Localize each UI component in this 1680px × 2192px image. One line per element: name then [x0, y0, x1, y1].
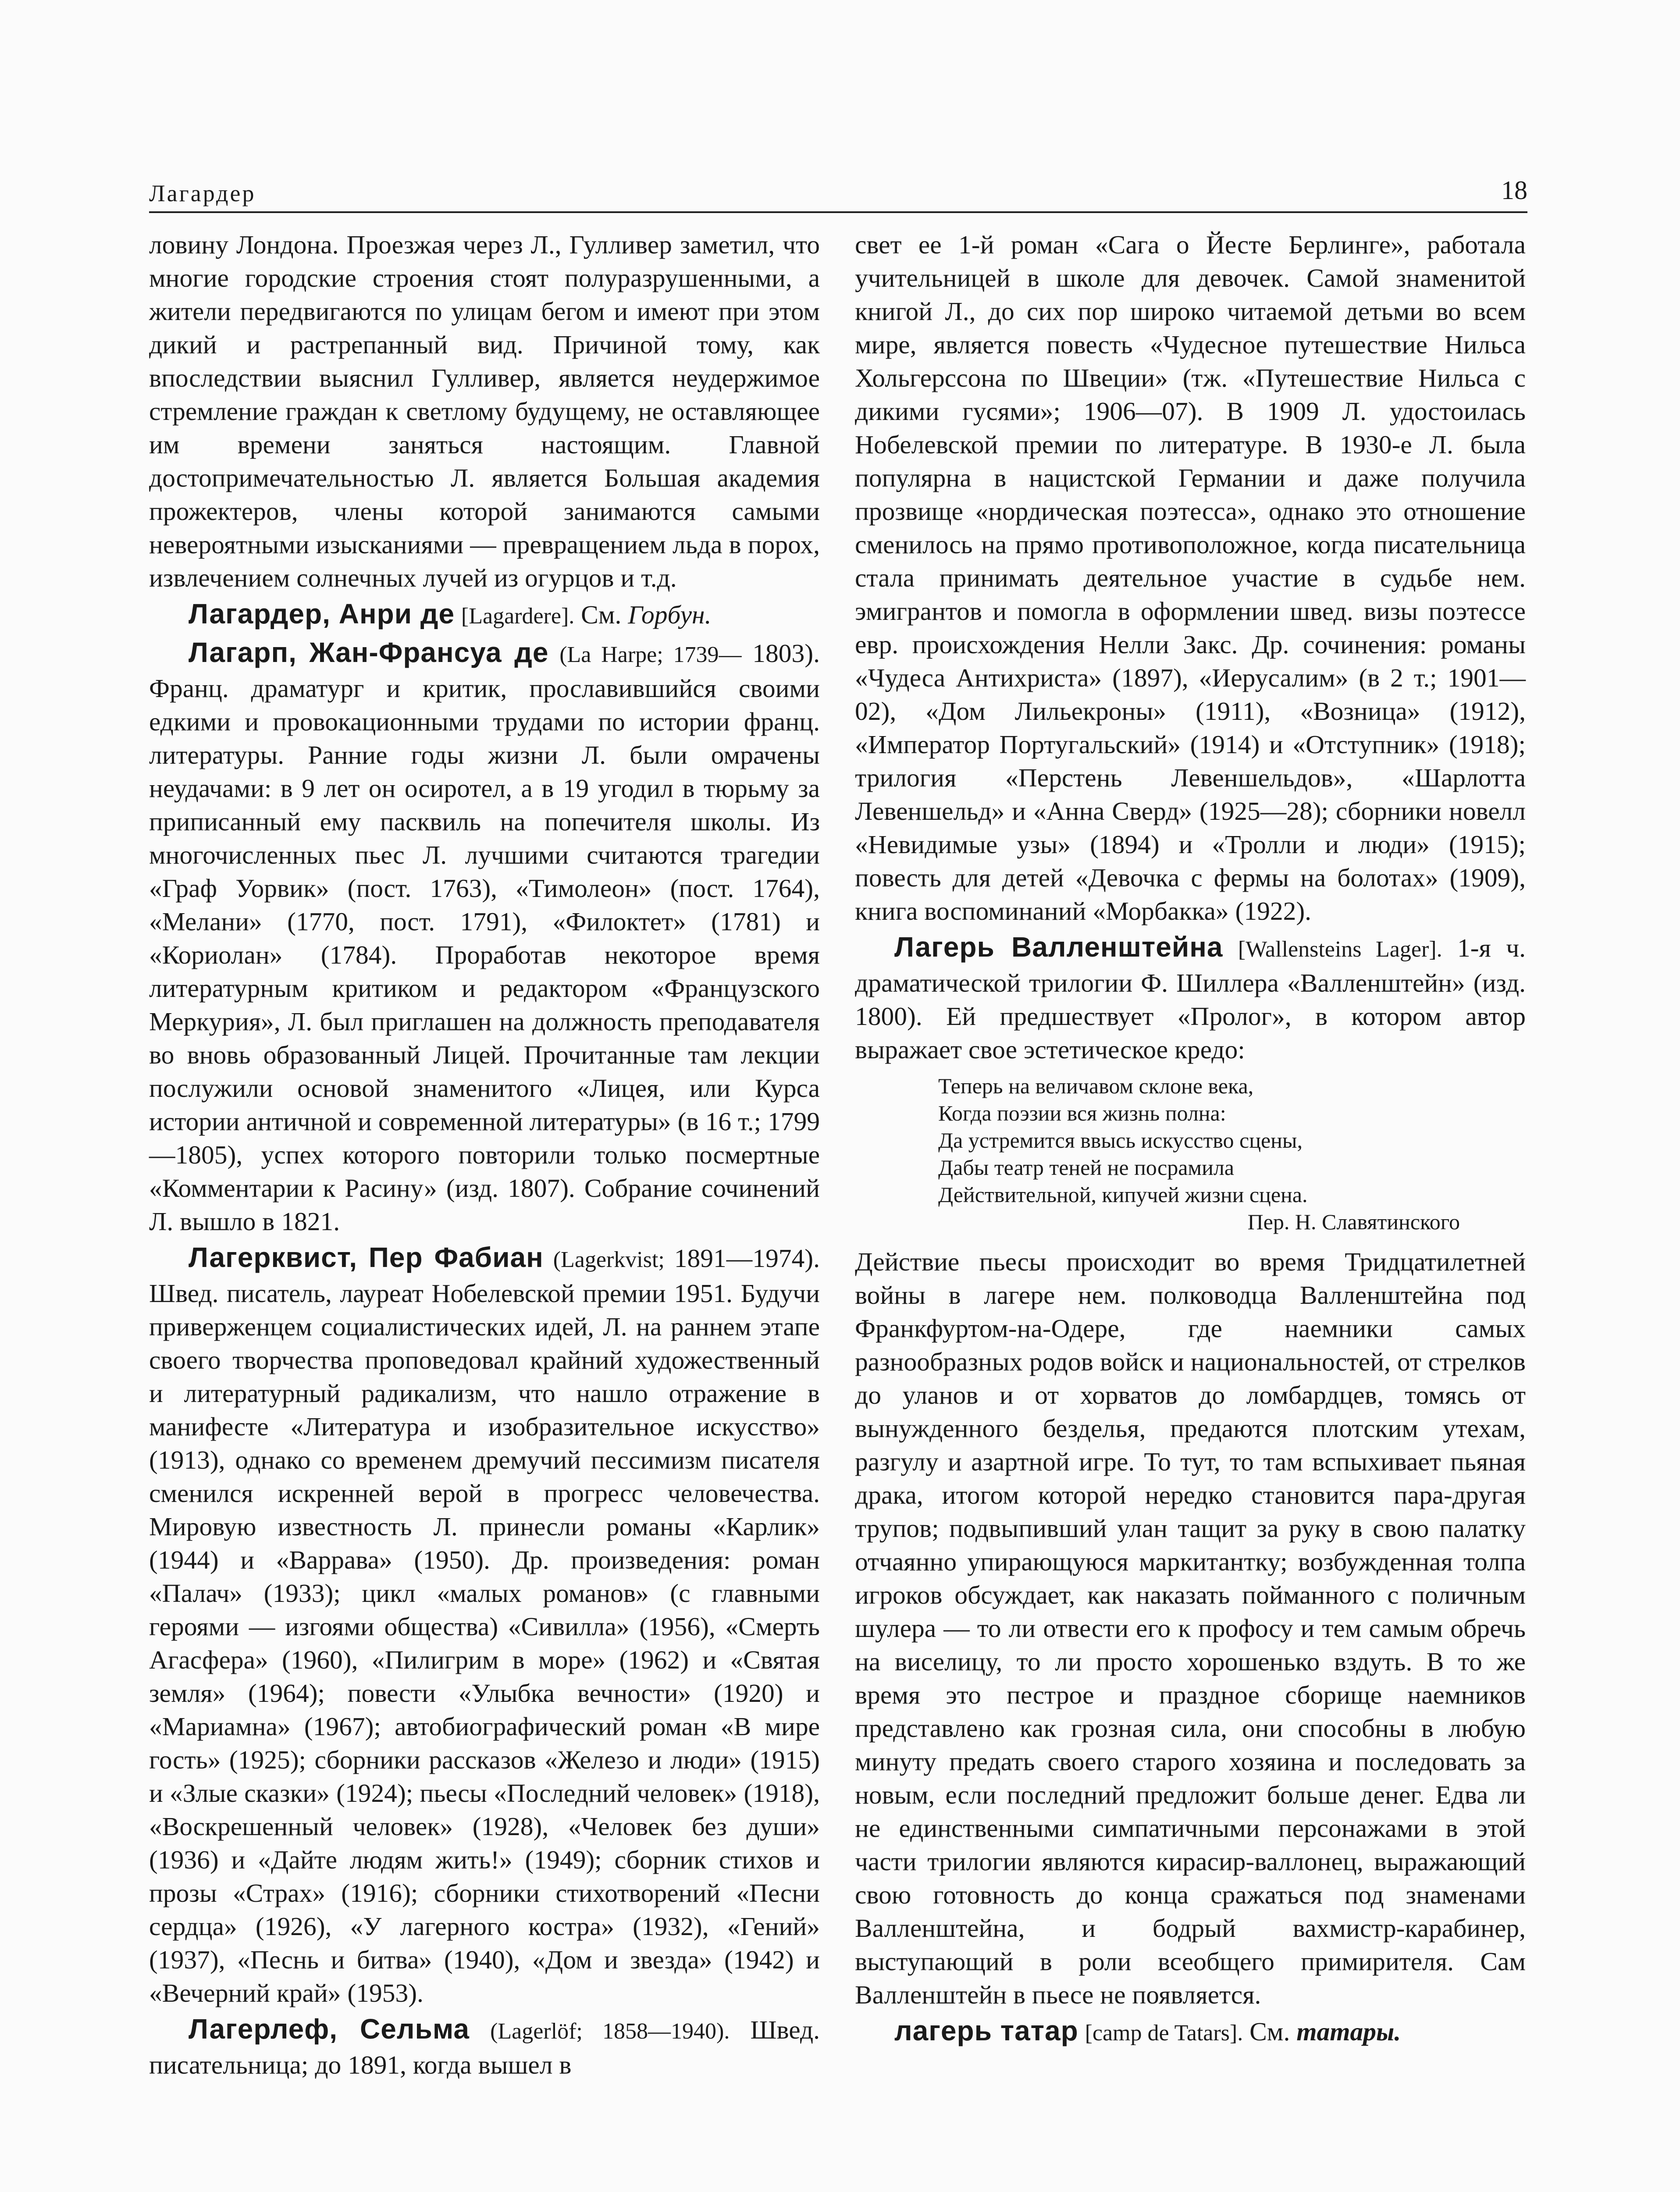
entry-headword: Лагерь Валленштейна [894, 931, 1223, 963]
right-column [855, 228, 1526, 2050]
entry-body: Швед. писательница; до 1891, когда вышел в [149, 2015, 820, 2079]
entry-body: См. [1249, 2017, 1290, 2046]
entry-headword: Лагардер, Анри де [189, 598, 455, 630]
page-number: 18 [1501, 176, 1527, 205]
entry-body: 1803). Франц. драматург и критик, прославившийся своими едкими и провокационными трудами по истории франц. литературы. Ранние годы жизни Л. были омрачены неудачами: в 9 лет он осиротел, а в 19 угодил в тюрьму за приписанный ему пасквиль на попечителя школы. Из многочисленных пьес Л. лучшими считаются трагедии «Граф Уорвик» (пост. 1763), «Тимолеон» (пост. 1764), «Мелани» (1770, пост. 1791), «Филоктет» (1781) и «Кориолан» (1784). Проработав некоторое время литературным критиком и редактором «Французского Меркурия», Л. был приглашен на должность преподавателя во вновь образованный Лицей. Прочитанные там лекции послужили основой знаменитого «Лицея, или Курса истории античной и современной литературы» (в 16 т.; 1799—1805), успех которого повторили только посмертные «Комментарии к Расину» (изд. 1807). Собрание сочинений Л. вышло в 1821. [149, 639, 820, 1236]
entry-original: [Lagardere]. [461, 604, 575, 629]
entry-headword: лагерь татар [894, 2015, 1078, 2046]
cross-reference: Горбун. [628, 600, 712, 629]
entry-body: 1891—1974). Швед. писатель, лауреат Нобелевской премии 1951. Будучи приверженцем социалистических идей, Л. на раннем этапе своего творчества проповедовал крайний художественный и литературный радикализм, что нашло отражение в манифесте «Литература и изобразительное искусство» (1913), однако со временем дремучий пессимизм писателя сменился искренней верой в прогресс человечества. Мировую известность Л. принесли романы «Карлик» (1944) и «Варрава» (1950). Др. произведения: роман «Палач» (1933); цикл «малых романов» (с главными героями — изгоями общества) «Сивилла» (1956), «Смерть Агасфера» (1960), «Пилигрим в море» (1962) и «Святая земля» (1964); повести «Улыбка вечности» (1920) и «Мариамна» (1967); автобиографический роман «В мире гость» (1925); сборники рассказов «Железо и люди» (1915) и «Злые сказки» (1924); пьесы «Последний человек» (1918), «Воскрешенный человек» (1928), «Человек без души» (1936) и «Дайте людям жить!» (1949); сборник стихов и прозы «Страх» (1916); сборники стихотворений «Песни сердца» (1926), «У лагерного костра» (1932), «Гений» (1937), «Песнь и битва» (1940), «Дом и звезда» (1942) и «Вечерний край» (1953). [149, 1244, 820, 2007]
poem-line: Да устремится ввысь искусство сцены, [938, 1128, 1303, 1153]
continuation-text: свет ее 1-й роман «Сага о Йесте Берлинге», работала учительницей в школе для девочек. Самой знаменитой книгой Л., до сих пор широко читаемой детьми во всем мире, является повесть «Чудесное путешествие Нильса Хольгерссона по Швеции» (тж. «Путешествие Нильса с дикими гусями»; 1906—07). В 1909 Л. удостоилась Нобелевской премии по литературе. В 1930-е Л. была популярна в нацистской Германии и даже получила прозвище «нордическая поэтесса», однако это отношение сменилось на прямо противоположное, когда писательница стала принимать деятельное участие в судьбе нем. эмигрантов и помогла в оформлении швед. визы поэтессе евр. происхождения Нелли Закс. Др. сочинения: романы «Чудеса Антихриста» (1897), «Иерусалим» (в 2 т.; 1901—02), «Дом Лильекроны» (1911), «Возница» (1912), «Император Португальский» (1914) и «Отступник» (1918); трилогия «Перстень Левеншельдов», «Шарлотта Левеншельд» и «Анна Сверд» (1925—28); сборники новелл «Невидимые узы» (1894) и «Тролли и люди» (1915); повесть для детей «Девочка с фермы на болотах» (1909), книга воспоминаний «Морбакка» (1922). [855, 230, 1526, 925]
header-rule [149, 211, 1527, 213]
entry-lagerkvist [149, 1241, 820, 2010]
entry-original: [Wallensteins Lager]. [1238, 937, 1442, 962]
cross-reference: татары. [1296, 2017, 1401, 2046]
poem-quote [938, 1072, 1526, 1235]
translator-credit: Пер. Н. Славятинского [1247, 1210, 1460, 1234]
poem-line: Теперь на величавом склоне века, [938, 1074, 1254, 1098]
entry-body: Действие пьесы происходит во время Тридцатилетней войны в лагере нем. полководца Валленштейна под Франкфуртом-на-Одере, где наемники самых разнообразных родов войск и национальностей, от стрелков до уланов и от хорватов до ломбардцев, томясь от вынужденного безделья, предаются плотским утехам, разгулу и азартной игре. То тут, то там вспыхивает пьяная драка, итогом которой нередко становится пара-другая трупов; подвыпивший улан тащит за руку в свою палатку отчаянно упирающуюся маркитантку; возбужденная толпа игроков обсуждает, как наказать пойманного с поличным шулера — то ли отвести его к профосу и тем самым обречь на виселицу, то ли просто хорошенько вздуть. В то же время это пестрое и праздное сборище наемников представлено как грозная сила, они способны в любую минуту предать своего старого хозяина и последовать за новым, если последний предложит больше денег. Едва ли не единственными симпатичными персонажами в этой части трилогии являются кирасир-валлонец, выражающий свою готовность до конца сражаться под знаменами Валленштейна, и бодрый вахмистр-карабинер, выступающий в роли всеобщего примирителя. Сам Валленштейн в пьесе не появляется. [855, 1247, 1526, 2009]
entry-headword: Лагерлеф, Сельма [189, 2013, 470, 2045]
left-column [149, 228, 820, 2082]
entry-lager-vallenshteina [855, 930, 1526, 1066]
entry-body: См. [581, 600, 622, 629]
entry-lagarp [149, 636, 820, 1238]
continuation-text: ловину Лондона. Проезжая через Л., Гулливер заметил, что многие городские строения стоят полуразрушенными, а жители передвигаются по улицам бегом и имеют при этом дикий и растрепанный вид. Причиной тому, как впоследствии выяснил Гулливер, является неудержимое стремление граждан к светлому будущему, не оставляющее им времени заняться настоящим. Главной достопримечательностью Л. является Большая академия прожектеров, члены которой занимаются самыми невероятными изысканиями — превращением льда в порох, извлечением солнечных лучей из огурцов и т.д. [149, 230, 820, 592]
entry-original: (Lagerlöf; 1858—1940). [490, 2019, 730, 2044]
poem-line: Дабы театр теней не посрамила [938, 1155, 1234, 1180]
entry-lager-tatar [855, 2014, 1526, 2050]
entry-headword: Лагарп, Жан-Франсуа де [189, 637, 549, 668]
entry-original: (Lagerkvist; [553, 1247, 665, 1272]
poem-line: Действительной, кипучей жизни сцена. [938, 1182, 1308, 1207]
entry-lagerlef [149, 2012, 820, 2082]
entry-original: (La Harpe; 1739— [559, 642, 742, 667]
entry-headword: Лагерквист, Пер Фабиан [189, 1242, 544, 1273]
running-head: Лагардер [149, 180, 256, 206]
entry-lagarder [149, 597, 820, 633]
poem-line: Когда поэзии вся жизнь полна: [938, 1101, 1226, 1125]
entry-intro: 1-я ч. драматической трилогии Ф. Шиллера «Валленштейн» (изд. 1800). Ей предшествует «Пролог», в котором автор выражает свое эстетическое кредо: [855, 933, 1526, 1064]
entry-original: [camp de Tatars]. [1085, 2021, 1243, 2046]
